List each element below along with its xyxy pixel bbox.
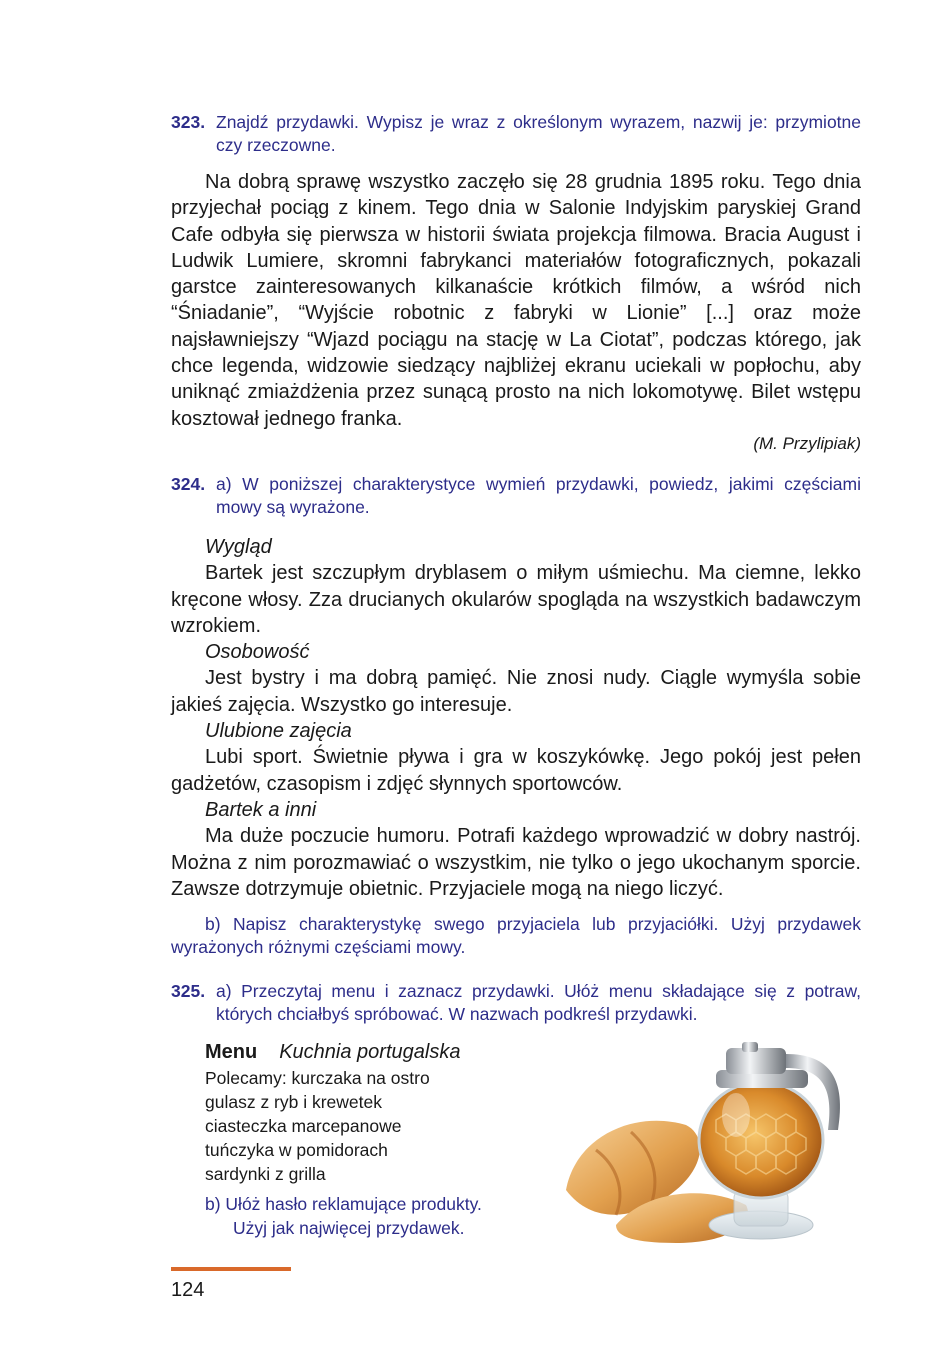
paragraph: Ma duże poczucie humoru. Potrafi każdego wprowadzić w dobry nastrój. Można z nim porozmawiać o wszystkim, nie tylko o jego ukochanym sporcie. Zawsze dotrzymuje obietnic. Przyjaciele mogą na niego liczyć.	[171, 825, 861, 900]
section-heading: Bartek a inni	[205, 798, 317, 821]
menu-title	[205, 1038, 545, 1066]
exercise-number: 324.	[171, 474, 206, 494]
honey-dispenser-croissant-illustration	[556, 1040, 866, 1245]
paragraph: Lubi sport. Świetnie pływa i gra w koszykówkę. Jego pokój jest pełen gadżetów, czasopism i zdjęć słynnych sportowców.	[171, 746, 861, 795]
menu-block	[205, 1038, 545, 1240]
instruction-text: Znajdź przydawki. Wypisz je wraz z określonym wyrazem, nazwij je: przymiotne czy rzeczowne.	[216, 112, 861, 155]
paragraph: Jest bystry i ma dobrą pamięć. Nie znosi nudy. Ciągle wymyśla sobie jakieś zajęcia. Wszystko go interesuje.	[171, 667, 861, 716]
task-b-line: b) Ułóż hasło reklamujące produkty.	[205, 1194, 482, 1214]
menu-cuisine: Kuchnia portugalska	[279, 1041, 461, 1063]
section-heading: Osobowość	[205, 641, 310, 664]
paragraph: Na dobrą sprawę wszystko zaczęło się 28 grudnia 1895 roku. Tego dnia przyjechał pociąg z kinem. Tego dnia w Salonie Indyjskim paryskiej Grand Cafe odbyła się pierwsza w historii świata projekcja filmowa. Bracia August i Ludwik Lumiere, skromni fabrykanci materiałów fotograficznych, pokazali garstce zainteresowanych kilkanaście krótkich filmów, a wśród nich “Śniadanie”, “Wyjście robotnic z fabryki w Lionie” [...] oraz może najsławniejszy “Wjazd pociągu na stację w La Ciotat”, podczas którego, jak chce legenda, widzowie siedzący najbliżej ekranu uciekali w popłochu, aby uniknąć zmiażdżenia przez sunącą prosto na nich lokomotywę. Bilet wstępu kosztował jednego franka.	[171, 171, 861, 430]
exercise-323-text	[171, 169, 861, 456]
menu-item: Polecamy: kurczaka na ostro	[205, 1068, 430, 1088]
menu-item: gulasz z ryb i krewetek	[205, 1092, 383, 1112]
author-credit: (M. Przylipiak)	[753, 433, 861, 453]
page-number: 124	[171, 1279, 205, 1301]
exercise-324-instruction	[171, 473, 861, 519]
footer-accent-line	[171, 1267, 291, 1271]
instruction-text: a) W poniższej charakterystyce wymień przydawki, powiedz, jakimi częściami mowy są wyrażone.	[216, 474, 861, 517]
exercise-number: 323.	[171, 112, 206, 132]
section-heading: Wygląd	[205, 536, 272, 558]
task-b-line: Użyj jak najwięcej przydawek.	[233, 1218, 465, 1238]
menu-item: tuńczyka w pomidorach	[205, 1140, 388, 1160]
instruction-text: a) Przeczytaj menu i zaznacz przydawki. Ułóż menu składające się z potraw, których chciałbyś spróbować. W nazwach podkreśl przydawki.	[216, 981, 861, 1024]
exercise-324-task-b: b) Napisz charakterystykę swego przyjaciela lub przyjaciółki. Użyj przydawek wyrażonych różnymi częściami mowy.	[171, 914, 861, 957]
menu-label: Menu	[205, 1041, 258, 1063]
exercise-325-instruction	[171, 980, 861, 1026]
paragraph: Bartek jest szczupłym dryblasem o miłym uśmiechu. Ma ciemne, lekko kręcone włosy. Zza drucianych okularów spogląda na wszystkich badawczym wzrokiem.	[171, 562, 861, 637]
menu-item: sardynki z grilla	[205, 1164, 326, 1184]
exercise-number: 325.	[171, 981, 206, 1001]
menu-item: ciasteczka marcepanowe	[205, 1116, 402, 1136]
section-heading: Ulubione zajęcia	[205, 720, 352, 743]
exercise-323-instruction	[171, 111, 861, 157]
exercise-325-task-b	[205, 1192, 545, 1240]
exercise-324-text	[171, 534, 861, 902]
